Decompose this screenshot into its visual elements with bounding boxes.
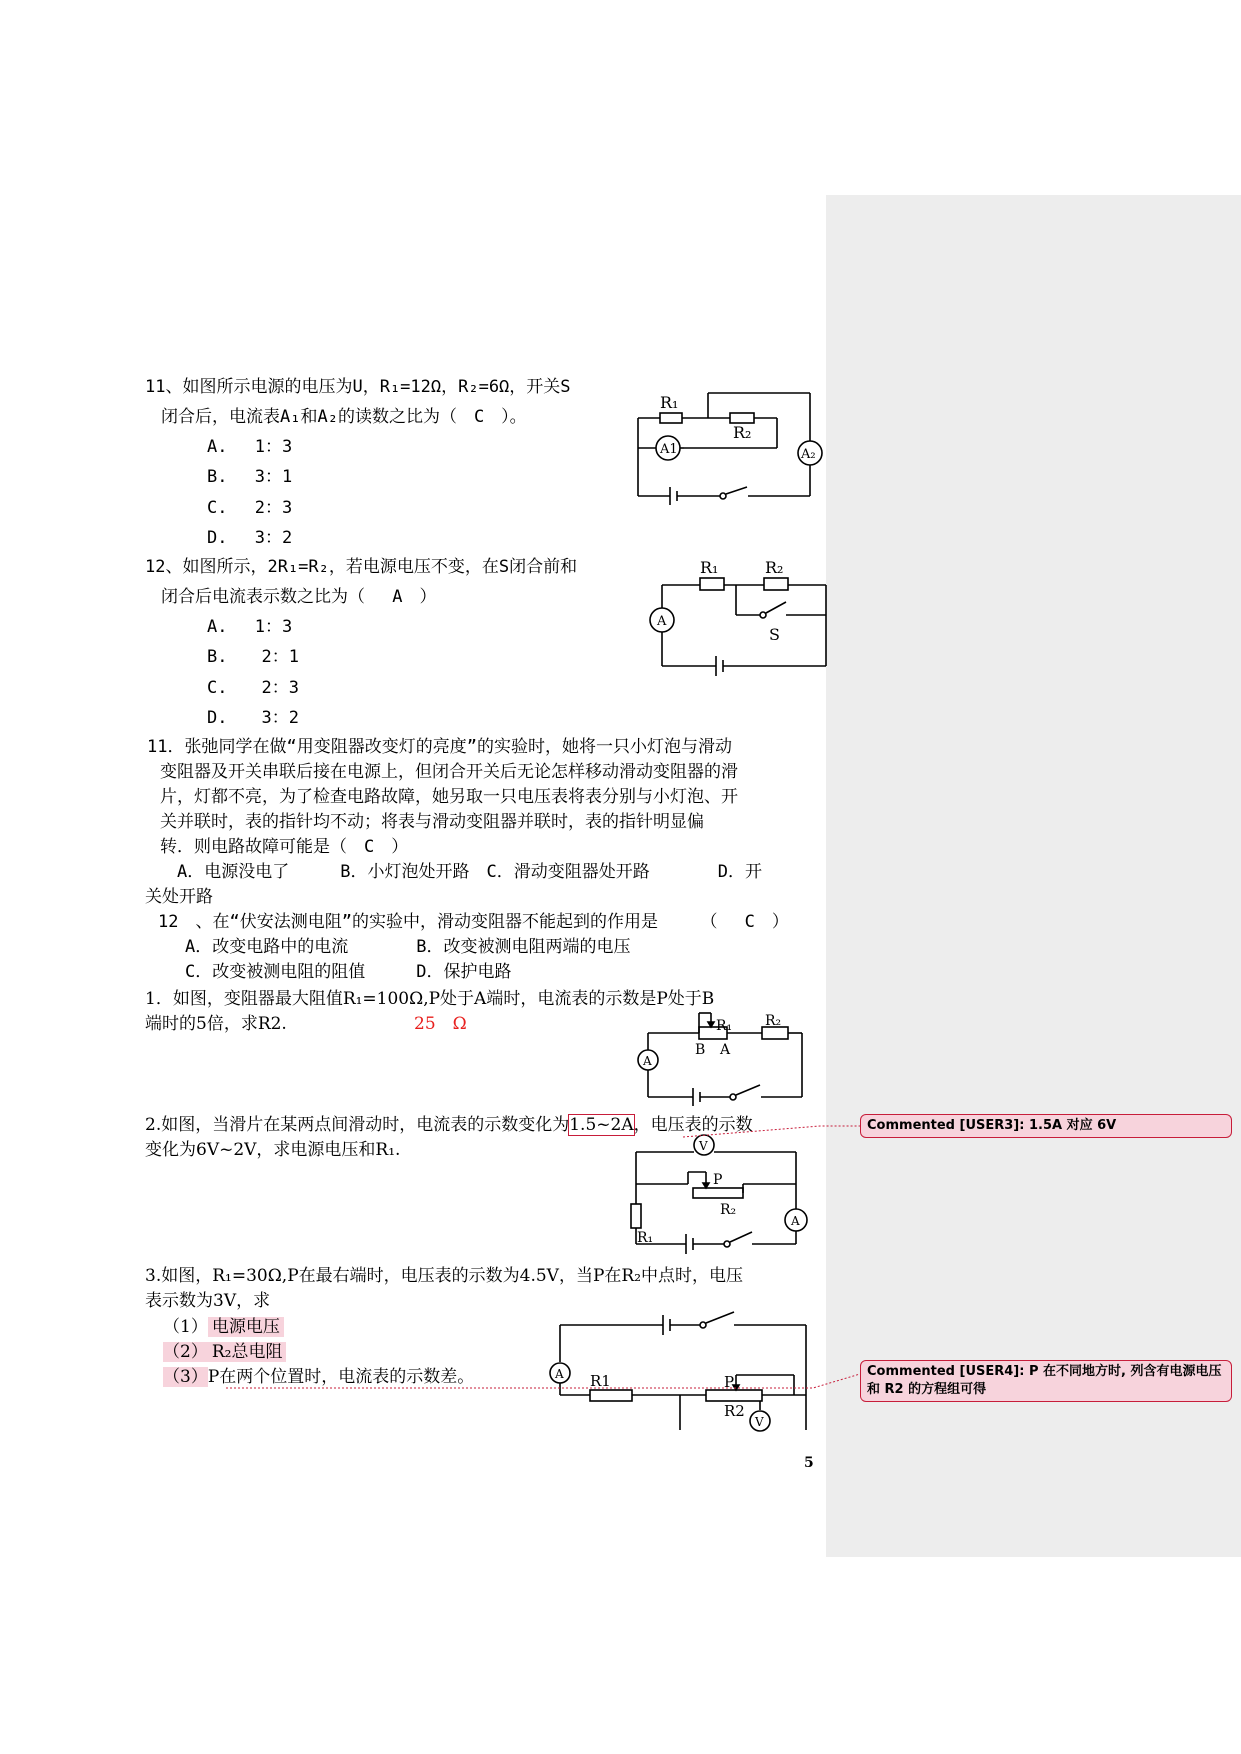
p3-line1: 3.如图，R₁=30Ω,P在最右端时，电压表的示数为4.5V，当P在R₂中点时，电压	[145, 1266, 744, 1286]
q11b-line7: 关处开路	[145, 887, 213, 907]
figp2-ammeter-label: A	[791, 1214, 800, 1228]
q11a-option-a: A. 1：3	[207, 437, 293, 457]
q11b-line5: 转．则电路故障可能是（ C ）	[160, 837, 409, 857]
figp2-r1-label: R₁	[637, 1230, 654, 1246]
q11a-option-b: B. 3：1	[207, 467, 293, 487]
comment-user4-text-line1: Commented [USER4]: P 在不同地方时, 列含有电源电压	[867, 1364, 1222, 1379]
comment-user4-text-line2: 和 R2 的方程组可得	[867, 1382, 987, 1397]
figp3-voltmeter-label: V	[755, 1415, 764, 1429]
p3-item2-number: （2）	[163, 1342, 208, 1362]
p2-line1-a: 2.如图，当滑片在某两点间滑动时，电流表的示数变化为	[145, 1115, 570, 1135]
p3-item1-number: （1）	[163, 1317, 208, 1337]
fig12a-r1-label: R₁	[700, 558, 719, 577]
q11b-line3: 片，灯都不亮，为了检查电路故障，她另取一只电压表将表分别与小灯泡、开	[160, 787, 738, 807]
comment-user4[interactable]	[860, 1360, 1232, 1402]
q12a-option-d: D. 3：2	[207, 708, 299, 728]
q11a-option-d: D. 3：2	[207, 528, 293, 548]
figp2-p-label: P	[713, 1172, 723, 1188]
fig12a-switch-label: S	[769, 625, 780, 644]
q12a-option-a: A. 1：3	[207, 617, 293, 637]
figp2-voltmeter-label: V	[699, 1139, 708, 1153]
fig11a-a2-label: A₂	[801, 447, 816, 462]
p2-line1-c: ，电压表的示数	[633, 1115, 753, 1135]
comment-user3-text: Commented [USER3]: 1.5A 对应 6V	[867, 1118, 1117, 1133]
q11a-line1: 11、如图所示电源的电压为U，R₁=12Ω，R₂=6Ω，开关S	[145, 377, 571, 397]
fig11a-r1-label: R₁	[660, 393, 679, 412]
p1-line2: 端时的5倍，求R2.	[145, 1014, 287, 1034]
figp1-a-label: A	[720, 1042, 731, 1058]
figp3-r2-label: R2	[724, 1402, 745, 1420]
q11a-line2: 闭合后，电流表A₁和A₂的读数之比为（ C ）。	[161, 407, 527, 427]
figp1-r2-label: R₂	[765, 1013, 782, 1029]
p3-item3-number: （3）	[163, 1367, 208, 1387]
p3-item3-text[interactable]: P在两个位置时，电流表的示数差。	[207, 1367, 475, 1387]
p2-commented-range[interactable]: 1.5~2A	[569, 1115, 634, 1135]
figp1-ammeter-label: A	[643, 1054, 652, 1068]
p1-line1: 1．如图，变阻器最大阻值R₁=100Ω,P处于A端时，电流表的示数是P处于B	[145, 989, 715, 1009]
fig11a-r2-label: R₂	[733, 423, 752, 442]
figp3-r1-label: R1	[590, 1372, 611, 1390]
p1-answer: 25 Ω	[414, 1014, 467, 1034]
fig12a-ammeter-label: A	[657, 614, 667, 629]
fig11a-a1-label: A1	[660, 442, 678, 457]
q11b-options: A．电源没电了 B．小灯泡处开路 C．滑动变阻器处开路 D．开	[160, 862, 762, 882]
comment-user3[interactable]	[860, 1114, 1232, 1138]
page-number: 5	[804, 1455, 814, 1471]
figp1-b-label: B	[695, 1042, 706, 1058]
q12b-line1: 12 、在“伏安法测电阻”的实验中，滑动变阻器不能起到的作用是 （ C ）	[158, 912, 789, 932]
q11b-line2: 变阻器及开关串联后接在电源上，但闭合开关后无论怎样移动滑动变阻器的滑	[160, 762, 738, 782]
figp1-r1-label: R₁	[716, 1018, 733, 1034]
q12b-options-ab: A．改变电路中的电流 B．改变被测电阻两端的电压	[168, 937, 631, 957]
figp3-ammeter-label: A	[555, 1367, 564, 1381]
q12b-options-cd: C．改变被测电阻的阻值 D．保护电路	[168, 962, 512, 982]
p3-item2-text[interactable]: R₂总电阻	[208, 1342, 287, 1362]
q12a-line1: 12、如图所示，2R₁=R₂，若电源电压不变，在S闭合前和	[145, 557, 578, 577]
fig12a-r2-label: R₂	[765, 558, 784, 577]
p2-line2: 变化为6V~2V，求电源电压和R₁.	[145, 1140, 401, 1160]
p3-item1-text[interactable]: 电源电压	[208, 1317, 284, 1337]
figp3-p-label: P	[724, 1373, 735, 1391]
q11a-option-c: C. 2：3	[207, 498, 293, 518]
q12a-option-b: B. 2：1	[207, 647, 299, 667]
p3-line2: 表示数为3V，求	[145, 1291, 271, 1311]
q12a-option-c: C. 2：3	[207, 678, 299, 698]
q11b-line4: 关并联时，表的指针均不动；将表与滑动变阻器并联时，表的指针明显偏	[160, 812, 704, 832]
q11b-line1: 11．张弛同学在做“用变阻器改变灯的亮度”的实验时，她将一只小灯泡与滑动	[147, 737, 732, 757]
figp2-r2-label: R₂	[720, 1202, 737, 1218]
q12a-line2: 闭合后电流表示数之比为（ A ）	[161, 587, 437, 607]
